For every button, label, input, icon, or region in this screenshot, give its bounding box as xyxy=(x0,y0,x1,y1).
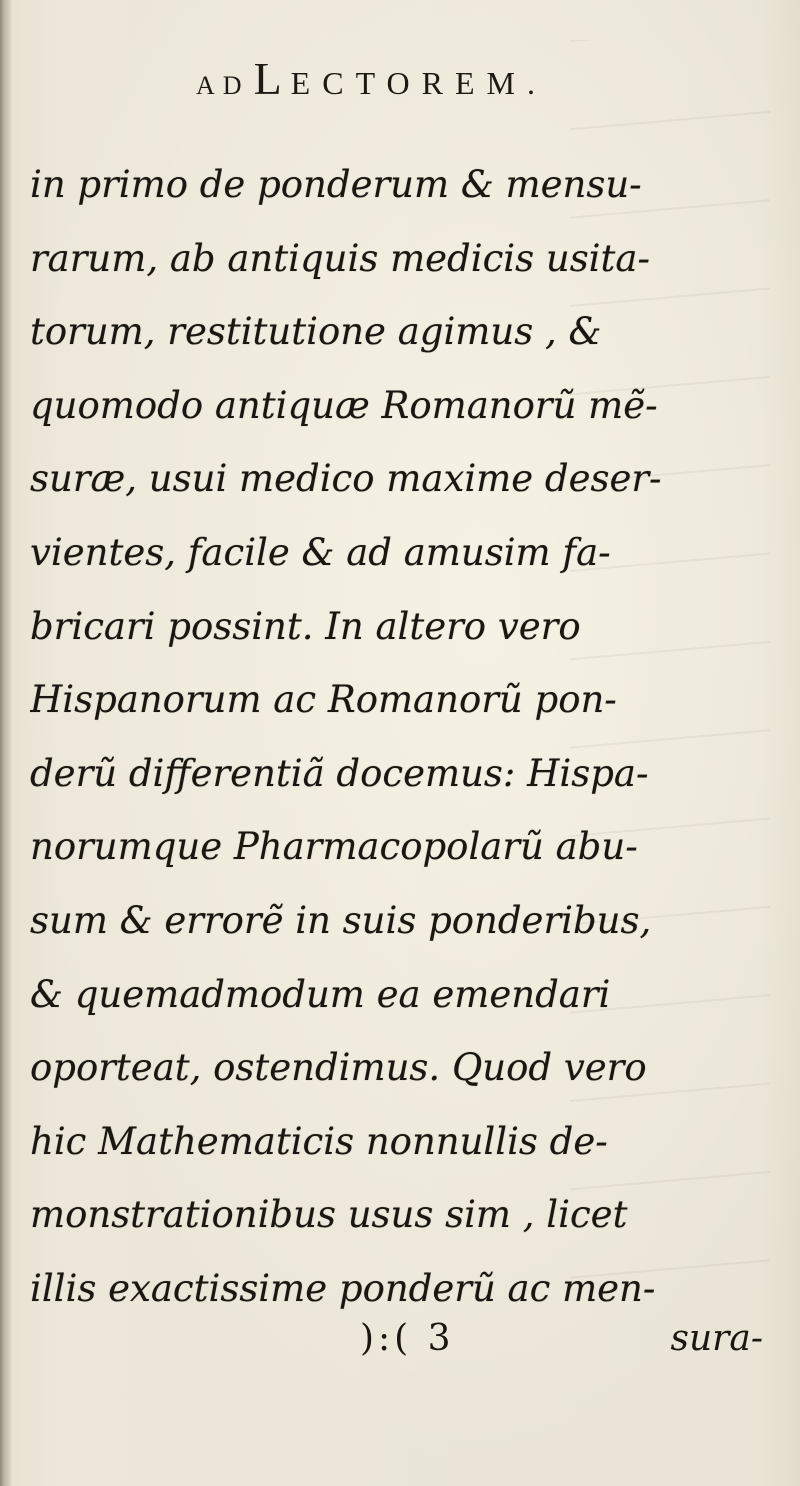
body-text xyxy=(30,148,775,1326)
text-line: suræ, usui medico maxime deser- xyxy=(30,457,662,501)
page-footer xyxy=(30,1318,775,1378)
binding-gutter xyxy=(0,0,12,1486)
text-line: hic Mathematicis nonnullis de- xyxy=(30,1119,608,1163)
text-line: norumque Pharmacopolarũ abu- xyxy=(30,825,638,869)
text-line: Hispanorum ac Romanorũ pon- xyxy=(30,678,617,722)
running-head xyxy=(196,52,547,105)
running-head-prefix: AD xyxy=(196,71,250,100)
text-line: rarum, ab antiquis medicis usita- xyxy=(30,236,650,280)
text-line: torum, restitutione agimus , & xyxy=(30,310,602,354)
text-line: illis exactissime ponderũ ac men- xyxy=(30,1266,656,1310)
text-line: & quemadmodum ea emendari xyxy=(30,972,611,1016)
running-head-rest: ECTOREM. xyxy=(290,65,547,101)
text-line: vientes, facile & ad amusim fa- xyxy=(30,530,611,574)
text-line: monstrationibus usus sim , licet xyxy=(30,1193,628,1237)
text-line: bricari possint. In altero vero xyxy=(30,604,581,648)
text-line: in primo de ponderum & mensu- xyxy=(30,163,642,206)
text-line: sum & errorẽ in suis ponderibus, xyxy=(30,898,652,942)
running-head-initial: L xyxy=(253,53,291,104)
signature-mark: ):( 3 xyxy=(360,1318,455,1359)
text-line: oporteat, ostendimus. Quod vero xyxy=(30,1046,647,1090)
text-line: derũ differentiã docemus: Hispa- xyxy=(30,751,649,795)
catchword: sura- xyxy=(670,1318,763,1359)
text-line: quomodo antiquæ Romanorũ mẽ- xyxy=(30,383,658,427)
